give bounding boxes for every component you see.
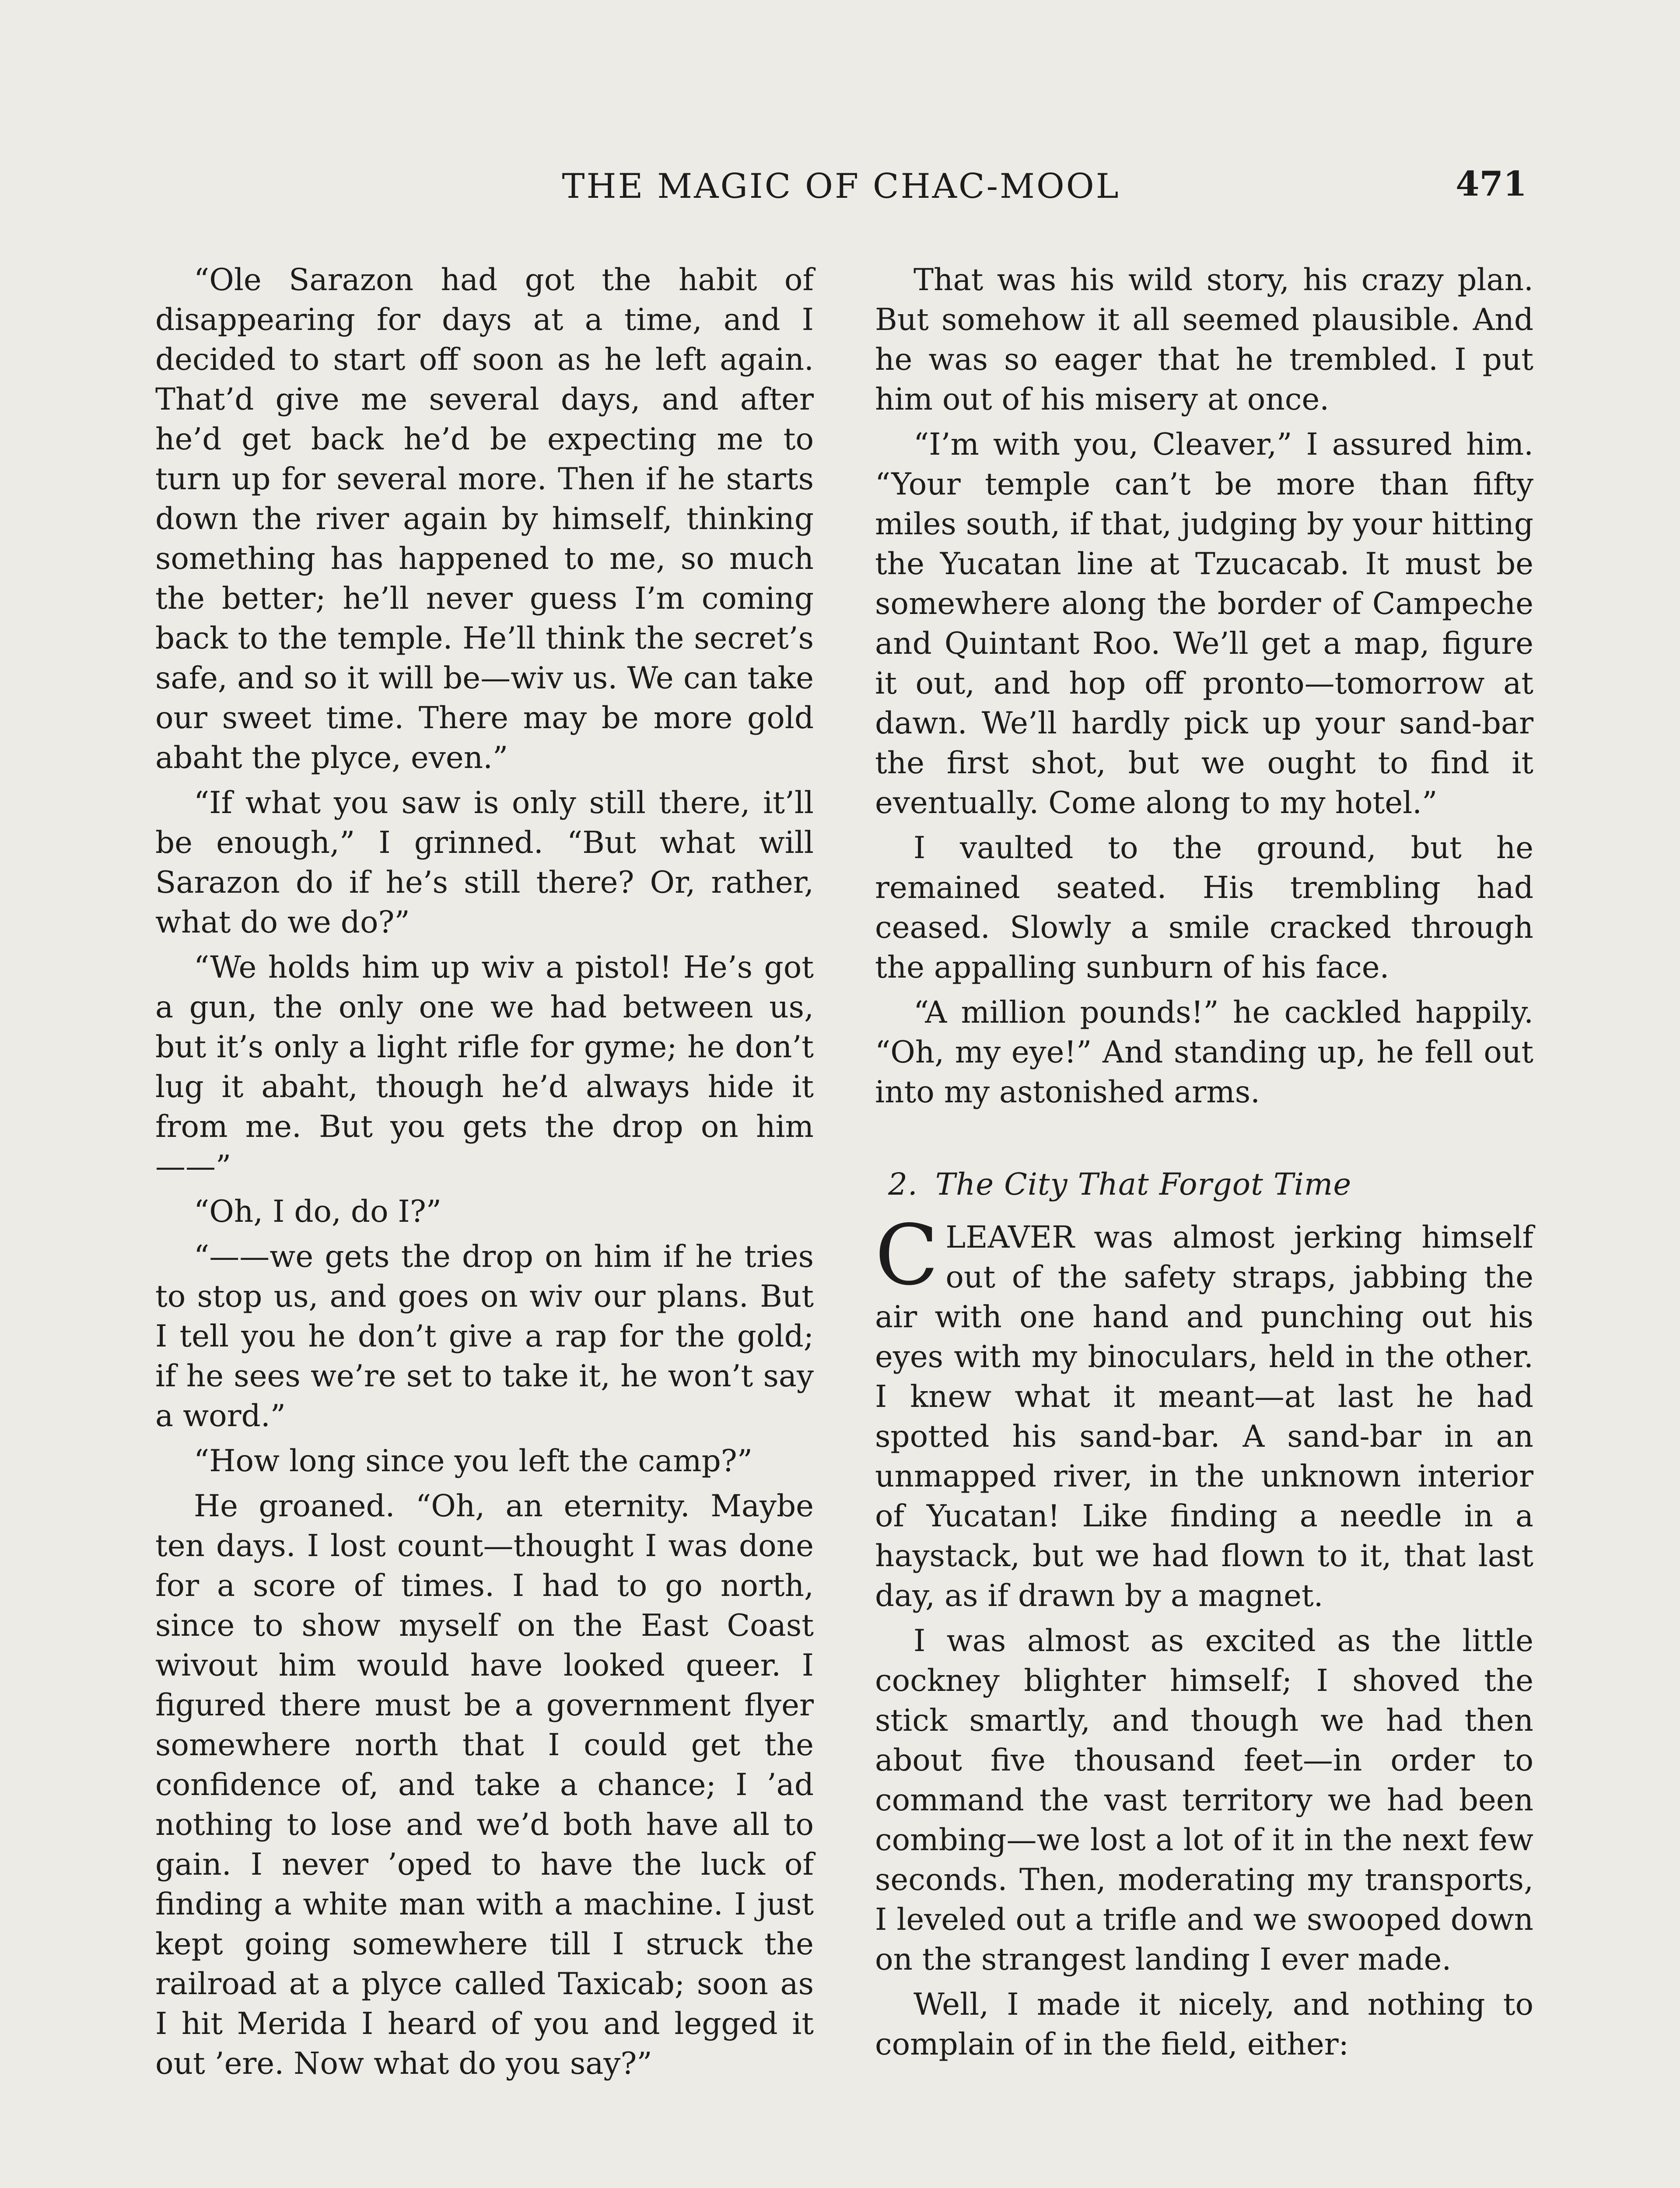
paragraph: I was almost as excited as the little cockney blighter himself; I shoved the stick smartly, and though we had then about five thousand feet—in order to command the vast territory we had been combing—we lost a lot of it in the next few seconds. Then, moderating my transports, I leveled out a trifle and we swooped down on the strangest landing I ever made. [875,1623,1533,1977]
paragraph: “Ole Sarazon had got the habit of disappearing for days at a time, and I decided to start off soon as he left again. That’d give me several days, and after he’d get back he’d be expecting me to turn up for several more. Then if he starts down the river again by himself, thinking something has happened to me, so much the better; he’ll never guess I’m coming back to the temple. He’ll think the secret’s safe, and so it will be—wiv us. We can take our sweet time. There may be more gold abaht the plyce, even.” [155,263,814,775]
section-heading [875,1165,1533,1205]
paragraph: “Oh, I do, do I?” [194,1194,442,1229]
page-number: 471 [1456,164,1527,204]
paragraph: Well, I made it nicely, and nothing to complain of in the field, either: [875,1987,1533,2062]
section-number: 2. [888,1167,918,1202]
right-column [875,260,1533,2070]
page-header [155,164,1527,212]
dropcap-paragraph [875,1207,1533,1616]
paragraph: “We holds him up wiv a pistol! He’s got a gun, the only one we had between us, but it’s only a light rifle for gyme; he don’t lug it abaht, though he’d always hide it from me. But you gets the drop on him——” [155,950,814,1184]
smallcaps-word: LEAVER [945,1220,1075,1255]
paragraph: “How long since you left the camp?” [194,1444,753,1479]
left-column [155,260,814,2089]
paragraph: “——we gets the drop on him if he tries to stop us, and goes on wiv our plans. But I tell you he don’t give a rap for the gold; if he sees we’re set to take it, he won’t say a word.” [155,1239,814,1434]
paragraph: “If what you saw is only still there, it’ll be enough,” I grinned. “But what will Sarazon do if he’s still there? Or, rather, what do we do?” [155,785,814,940]
paragraph: “I’m with you, Cleaver,” I assured him. “Your temple can’t be more than fifty miles south, if that, judging by your hitting the Yucatan line at Tzucacab. It must be somewhere along the border of Campeche and Quintant Roo. We’ll get a map, figure it out, and hop off pronto—tomorrow at dawn. We’ll hardly pick up your sand-bar the first shot, but we ought to find it eventually. Come along to my hotel.” [875,427,1533,820]
paragraph: “A million pounds!” he cackled happily. “Oh, my eye!” And standing up, he fell out into my astonished arms. [875,995,1533,1110]
paragraph-text: was almost jerking himself out of the safety straps, jabbing the air with one hand and punching out his eyes with my binoculars, held in the other. I knew what it meant—at last he had spotted his sand-bar. A sand-bar in an unmapped river, in the unknown interior of Yucatan! Like finding a needle in a haystack, but we had flown to it, that last day, as if drawn by a magnet. [875,1220,1533,1613]
paragraph: He groaned. “Oh, an eternity. Maybe ten days. I lost count—thought I was done for a score of times. I had to go north, since to show myself on the East Coast wivout him would have looked queer. I figured there must be a government flyer somewhere north that I could get the confidence of, and take a chance; I ’ad nothing to lose and we’d both have all to gain. I never ’oped to have the luck of finding a white man with a machine. I just kept going somewhere till I struck the railroad at a plyce called Taxicab; soon as I hit Merida I heard of you and legged it out ’ere. Now what do you say?” [155,1489,814,2081]
paragraph: That was his wild story, his crazy plan. But somehow it all seemed plausible. And he was so eager that he trembled. I put him out of his misery at once. [875,263,1533,417]
drop-cap: C [875,1207,939,1304]
section-title: The City That Forgot Time [935,1167,1352,1202]
paragraph: I vaulted to the ground, but he remained seated. His trembling had ceased. Slowly a smile cracked through the appalling sunburn of his face. [875,831,1533,985]
running-title: THE MAGIC OF CHAC-MOOL [562,167,1120,206]
